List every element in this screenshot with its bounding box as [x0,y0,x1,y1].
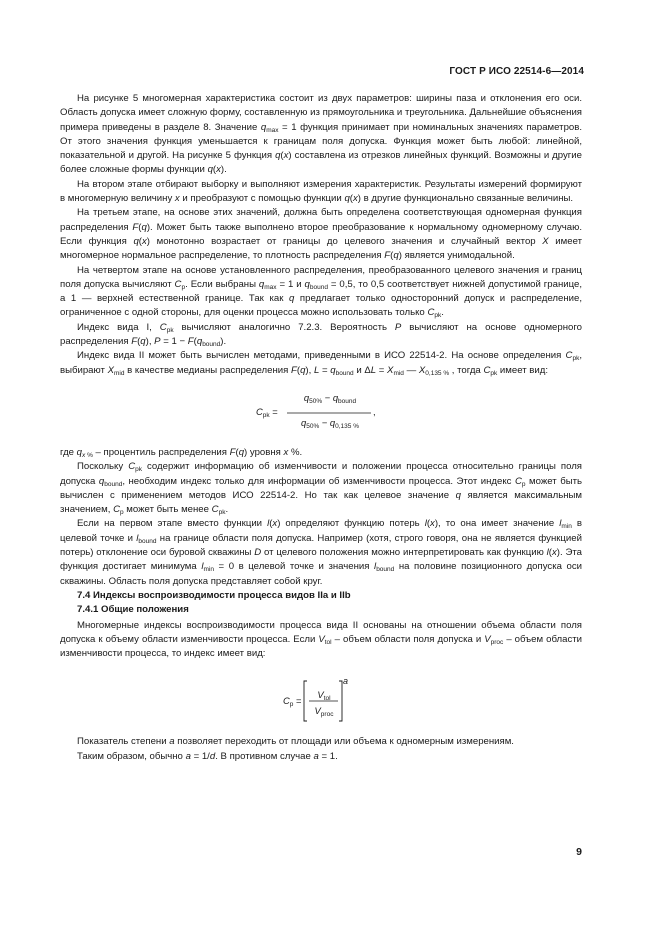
formula-cpk [60,378,582,446]
paragraph: На четвертом этапе на основе установленного распределения, преобразованного целевого значения и границ поля допуска вычисляют $C_p$. Если выбраны $q_{max} = 1$ и $q_{bound} = 0,5$, то 0,5 соответствует нижней допустимой границе, а 1 — верхней естественной границе. Так как q предлагает только односторонний допуск и распределение, ограниченное с одной стороны, для оценки процесса можно использовать только $C_{pk}$. [60,264,583,320]
paragraph: На третьем этапе, на основе этих значений, должна быть определена соответствующая одномерная функция распределения F(q). Может быть также выполнено второе преобразование к нормальному одномерному случаю. Если функция q(x) монотонно возрастает от границы до целевого значения и случайный вектор X имеет многомерное нормальное распределение, то плотность распределения F(q) является унимодальной. [60,207,582,262]
paragraph: Поскольку $C_{pk}$ содержит информацию об изменчивости и положении процесса относительно границы поля допуска $q_{bound}$, необходим индекс только для информации об изменчивости процесса. Этот индекс $C_p$ может быть вычислен с применением методов ИСО 22514-2. Но так как целевое значение q является максимальным значением, $C_p$ может быть менее $C_{pk}$. [60,461,582,517]
paragraph: Таким образом, обычно a = 1/d. В противном случае a = 1. [77,750,338,762]
exponent: a [343,676,349,687]
denominator: $V_{proc}$ [314,705,334,719]
document-header: ГОСТ Р ИСО 22514-6—2014 [449,66,584,77]
paragraph: На втором этапе отбирают выборку и выполняют измерения характеристик. Результаты измерений формируют в многомерную величину x и преобразуют с помощью функции q(x) в другие функционально связанные величины. [60,178,582,205]
paragraph: Индекс вида II может быть вычислен методами, приведенными в ИСО 22514-2. На основе определения $C_{pk}$, выбирают $X_{mid}$ в качестве медианы распределения F(q), $L = q_{bound}$ и $\Delta L = X_{mid}$ — $X_{0,135 \%}$ , тогда $C_{pk}$ имеет вид: [60,350,582,377]
page-body [60,92,582,764]
paragraph: Если на первом этапе вместо функции l(x) определяют функцию потерь l(x), то она имеет значение $l_{min}$ в целевой точке и $l_{bound}$ на границе области поля допуска. Например (хотя, строго говоря, она не является функцией потерь) отклонение оси буровой скважины D от целевого положения можно интерпретировать как функцию l(x). Эта функция достигает минимума $l_{min} = 0$ в целевой точке и значения $l_{bound}$ на половине позиционного допуска оси скважины. Область поля допуска представляет собой круг. [60,518,583,587]
numerator: $V_{tol}$ [317,689,331,703]
formula-lhs-sub: pk [262,411,270,419]
section-heading-7-4-1: 7.4.1 Общие положения [77,604,189,616]
page-number: 9 [576,846,582,858]
formula-lhs: C [283,695,290,707]
formula-cp [60,661,582,735]
left-bracket [304,681,307,721]
section-heading-7-4: 7.4 Индексы воспроизводимости процесса видов IIa и IIb [77,589,351,601]
paragraph: Многомерные индексы воспроизводимости процесса вида II основаны на отношении объема области поля допуска к объему области изменчивости процесса. Если $V_{tol}$ – объем области поля допуска и $V_{proc}$ – объем области изменчивости процесса, то индекс имеет вид: [60,619,583,660]
equals-sign: = [272,405,278,417]
paragraph: Индекс вида I, $C_{pk}$ вычисляют аналогично 7.2.3. Вероятность P вычисляют на основе одномерного распределения F(q), $P = 1 - F(q_{bound})$. [60,321,582,349]
equals-sign: = [296,695,302,707]
paragraph: На рисунке 5 многомерная характеристика состоит из двух параметров: ширины паза и отклонения его оси. Область допуска имеет сложную форму, составленную из прямоугольника и треугольника. Дальнейшие объяснения примера приведены в разделе 8. Значение $q_{max} = 1$ функция принимает при номинальных значениях параметров. От этого значения функция уменьшается к границам поля допуска. Функция может быть любой: линейной, показательной и другой. На рисунке 5 функция q(x) составлена из отрезков линейных функций. Возможны и другие более сложные формы функции q(x). [60,93,583,176]
numerator: $q_{50\%} - q_{bound}$ [303,391,357,405]
denominator: $q_{50\%} - q_{0,135 \%}$ [301,416,359,430]
formula-lhs-sub: p [289,701,294,709]
paragraph: где $q_{x \%}$ – процентиль распределения F(q) уровня x %. [60,446,303,459]
formula-lhs: C [256,405,263,417]
formula-comma: , [373,405,376,417]
paragraph: Показатель степени a позволяет переходить от площади или объема к одномерным измерениям. [77,736,514,748]
